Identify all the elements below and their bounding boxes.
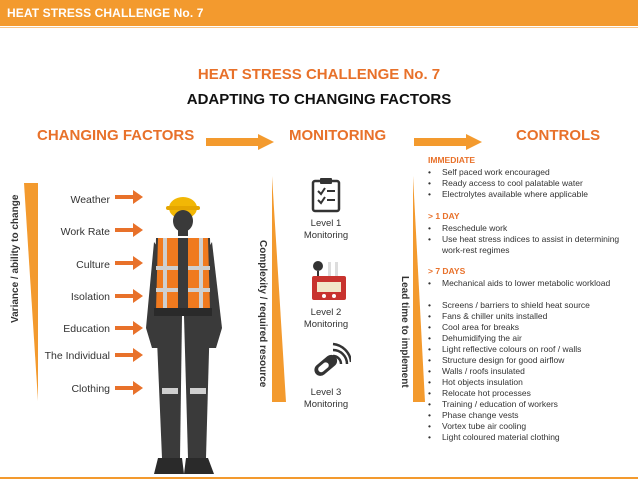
arrow-right-icon [115,190,143,204]
bullet-icon: • [428,278,431,288]
bullet-icon: • [428,223,431,233]
control-item-text: Electrolytes available where applicable [442,189,588,199]
control-item-text: Phase change vests [442,410,519,420]
level-title: Level 1 [310,218,342,229]
control-item-text: Relocate hot processes [442,388,531,398]
banner-title: HEAT STRESS CHALLENGE No. 7 [7,6,204,20]
arrow-right-icon [206,134,274,150]
controls-heading: CONTROLS [516,127,601,144]
control-item-text: Hot objects insulation [442,377,523,387]
complexity-wedge [272,176,286,402]
monitoring-heading: MONITORING [289,127,387,144]
bullet-icon: • [428,167,431,177]
control-item-text: Structure design for good airflow [442,355,565,365]
arrow-right-icon [115,321,143,335]
control-item-text: Light coloured material clothing [442,432,560,442]
factor-label: Work Rate [60,226,110,238]
arrow-right-icon [115,256,143,270]
bullet-icon: • [428,333,431,343]
factor-label: Education [63,323,110,335]
factor-label: The Individual [44,350,110,362]
bullet-icon: • [428,189,431,199]
control-item-text: Walls / roofs insulated [442,366,525,376]
level-subtitle: Monitoring [303,319,349,330]
heat-stress-meter-icon [308,258,350,302]
factor-label: Culture [76,259,110,271]
lead-time-wedge [413,176,425,402]
control-item-text: Dehumidifying the air [442,333,522,343]
level-1-label [291,218,361,242]
arrow-right-icon [414,134,482,150]
bullet-icon: • [428,421,431,431]
page-title: HEAT STRESS CHALLENGE No. 7 [197,66,441,83]
arrow-right-icon [115,381,143,395]
complexity-label: Complexity / required resource [257,240,268,388]
bullet-icon: • [428,178,431,188]
factor-label: Weather [70,194,110,206]
control-item-text: Use heat stress indices to assist in determining work-rest regimes [442,234,620,255]
level-3-label [291,387,361,411]
bullet-icon: • [428,234,431,244]
control-item-text: Self paced work encouraged [442,167,550,177]
control-item-text: Reschedule work [442,223,508,233]
level-title: Level 3 [310,387,342,398]
control-item-text: Light reflective colours on roof / walls [442,344,582,354]
bullet-icon: • [428,300,431,310]
bullet-icon: • [428,366,431,376]
bullet-icon: • [428,377,431,387]
factor-label: Clothing [71,383,110,395]
control-item-text: Fans & chiller units installed [442,311,548,321]
level-subtitle: Monitoring [303,230,349,241]
control-item-text: Ready access to cool palatable water [442,178,583,188]
bullet-icon: • [428,355,431,365]
wireless-sensor-icon [309,342,351,382]
bullet-icon: • [428,399,431,409]
control-item-text: Mechanical aids to lower metabolic workload [442,278,611,288]
bullet-icon: • [428,388,431,398]
level-2-label [291,307,361,331]
level-title: Level 2 [310,307,342,318]
bullet-icon: • [428,311,431,321]
bullet-icon: • [428,432,431,442]
clipboard-checklist-icon [309,177,345,213]
control-item-text: Cool area for breaks [442,322,520,332]
top-banner [0,0,638,26]
arrow-right-icon [115,289,143,303]
lead-time-label: Lead time to implement [399,276,410,388]
level-subtitle: Monitoring [303,399,349,410]
page-subtitle: ADAPTING TO CHANGING FACTORS [186,91,452,108]
bullet-icon: • [428,322,431,332]
bullet-icon: • [428,344,431,354]
worker-illustration [140,188,240,478]
control-item-text: Training / education of workers [442,399,558,409]
banner-divider [0,27,638,28]
bullet-icon: • [428,410,431,420]
immediate-heading: IMMEDIATE [428,155,476,165]
factor-label: Isolation [70,291,110,303]
control-item-text: Vortex tube air cooling [442,421,527,431]
arrow-right-icon [115,223,143,237]
variance-label: Variance / ability to change [10,194,21,323]
changing-factors-heading: CHANGING FACTORS [37,127,195,144]
control-item-text: Screens / barriers to shield heat source [442,300,590,310]
one-day-heading: > 1 DAY [428,211,460,221]
arrow-right-icon [115,348,143,362]
seven-days-heading: > 7 DAYS [428,266,466,276]
